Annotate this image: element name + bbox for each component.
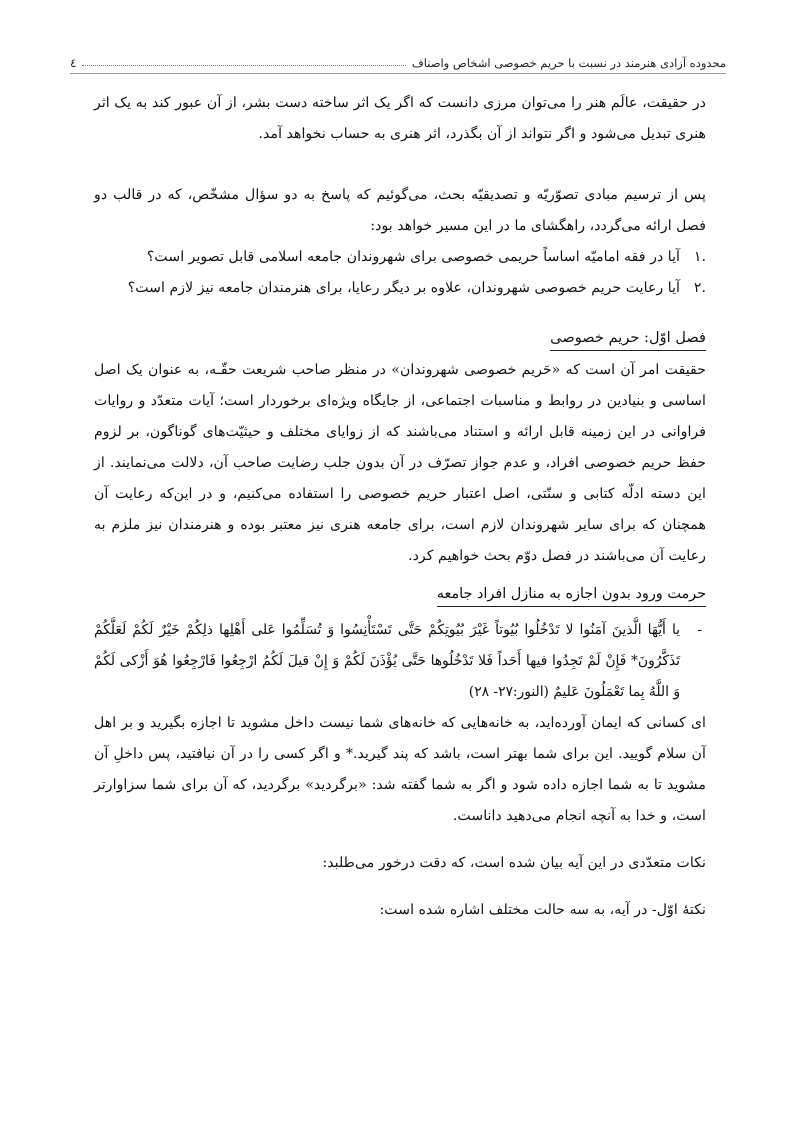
page-content bbox=[94, 88, 706, 926]
header-title: محدوده آزادی هنرمند در نسبت با حریم خصوصی اشخاص واصناف bbox=[411, 56, 726, 70]
list-number: .٢ bbox=[693, 280, 706, 296]
header-rule bbox=[70, 73, 726, 74]
list-item bbox=[94, 273, 706, 304]
running-header bbox=[70, 50, 726, 70]
list-item-text: آیا در فقه امامیّه اساساً حریمی خصوصی برای شهروندان جامعه اسلامی قابل تصویر است؟ bbox=[146, 249, 680, 265]
section-heading: فصل اوّل: حریم خصوصی bbox=[550, 326, 706, 351]
header-dot-leader bbox=[82, 65, 405, 66]
list-item-text: آیا رعایت حریم خصوصی شهروندان، علاوه بر دیگر رعایا، برای هنرمندان جامعه نیز لازم است؟ bbox=[127, 280, 680, 296]
verse-bullet: - bbox=[697, 622, 702, 638]
questions-list bbox=[94, 242, 706, 304]
spacer bbox=[94, 879, 706, 895]
list-item bbox=[94, 242, 706, 273]
spacer bbox=[94, 832, 706, 848]
paragraph-questions-intro: پس از ترسیم مبادی تصوّریّه و تصدیقیّه بحث، می‌گوئیم که پاسخ به دو سؤال مشخّص، که در قالب دو فصل ارائه می‌گردد، راهگشای ما در این مسیر خواهد بود: bbox=[94, 187, 706, 234]
list-number: .١ bbox=[693, 249, 706, 265]
notes-intro: نکات متعدّدی در این آیه بیان شده است، که دقت درخور می‌طلبد: bbox=[322, 855, 706, 871]
verse-translation: ای کسانی که ایمان آورده‌اید، به خانه‌هایی که خانه‌های شما نیست داخل مشوید تا اجازه بگیرید و بر اهل آن سلام گویید. این برای شما بهتر است، باشد که پند گیرید.* و اگر کسی را در آن نیافتید، پس داخلِ آن مشوید تا به شما اجازه داده شود و اگر به شما گفته شد: «برگردید» برگردید، که آن برای شما سزاوارتر است، و خدا به آنچه انجام می‌دهید داناست. bbox=[94, 715, 706, 824]
subsection-heading: حرمت ورود بدون اجازه به منازل افراد جامعه bbox=[437, 582, 706, 607]
paragraph-intro: در حقیقت، عالَم هنر را می‌توان مرزی دانست که اگر یک اثر ساخته دست بشر، از آن عبور کند به یک اثر هنری تبدیل می‌شود و اگر نتواند از آن بگذرد، اثر هنری به حساب نخواهد آمد. bbox=[94, 95, 706, 142]
verse-text: یا أَیُّهَا الَّذینَ آمَنُوا لا تَدْخُلُوا بُیُوتاً غَیْرَ بُیُوتِکُمْ حَتَّی تَسْتَأْنِسُوا وَ تُسَلِّمُوا عَلی أَهْلِها ذلِکُمْ خَیْرٌ لَکُمْ لَعَلَّکُمْ تَذَکَّرُونَ* فَإِنْ لَمْ تَجِدُوا فیها أَحَداً فَلا تَدْخُلُوها حَتَّی یُؤْذَنَ لَکُمْ وَ إِنْ قیلَ لَکُمُ ارْجِعُوا فَارْجِعُوا هُوَ أَزْکی لَکُمْ وَ اللَّهُ بِما تَعْمَلُونَ عَلیمٌ (النور:٢٧- ٢٨) bbox=[94, 622, 680, 700]
paragraph-section-body: حقیقت امر آن است که «حَریم خصوصی شهروندان» در منظر صاحب شریعت حقّـه، به عنوان یک اصل اساسی و بنیادین در روابط و مناسبات اجتماعی، از جایگاه ویژه‌ای برخوردار است؛ آیات متعدّد و روایات فراوانی در این زمینه قابل ارائه و استناد می‌باشند که از زوایای مختلف و حیثیّت‌های گوناگون، بر لزوم حفظ حریم خصوصی افراد، و عدم جواز تصرّف در آن بدون جلب رضایت صاحب آن، دلالت می‌نمایند. از این دسته ادلّه کتابی و سنّتی، اصل اعتبار حریم خصوصی را استفاده می‌کنیم، و در این‌که رعایت آن همچنان که برای سایر شهروندان لازم است، برای جامعه هنری نیز معتبر بوده و هنرمندان نیز ملزم به رعایت آن می‌باشند در فصل دوّم بحث خواهیم کرد. bbox=[94, 362, 706, 564]
page-number: ٤ bbox=[70, 56, 77, 70]
quran-verse bbox=[94, 615, 706, 708]
spacer bbox=[94, 150, 706, 180]
note-first: نکتۀ اوّل- در آیه، به سه حالت مختلف اشاره شده است: bbox=[379, 902, 706, 918]
